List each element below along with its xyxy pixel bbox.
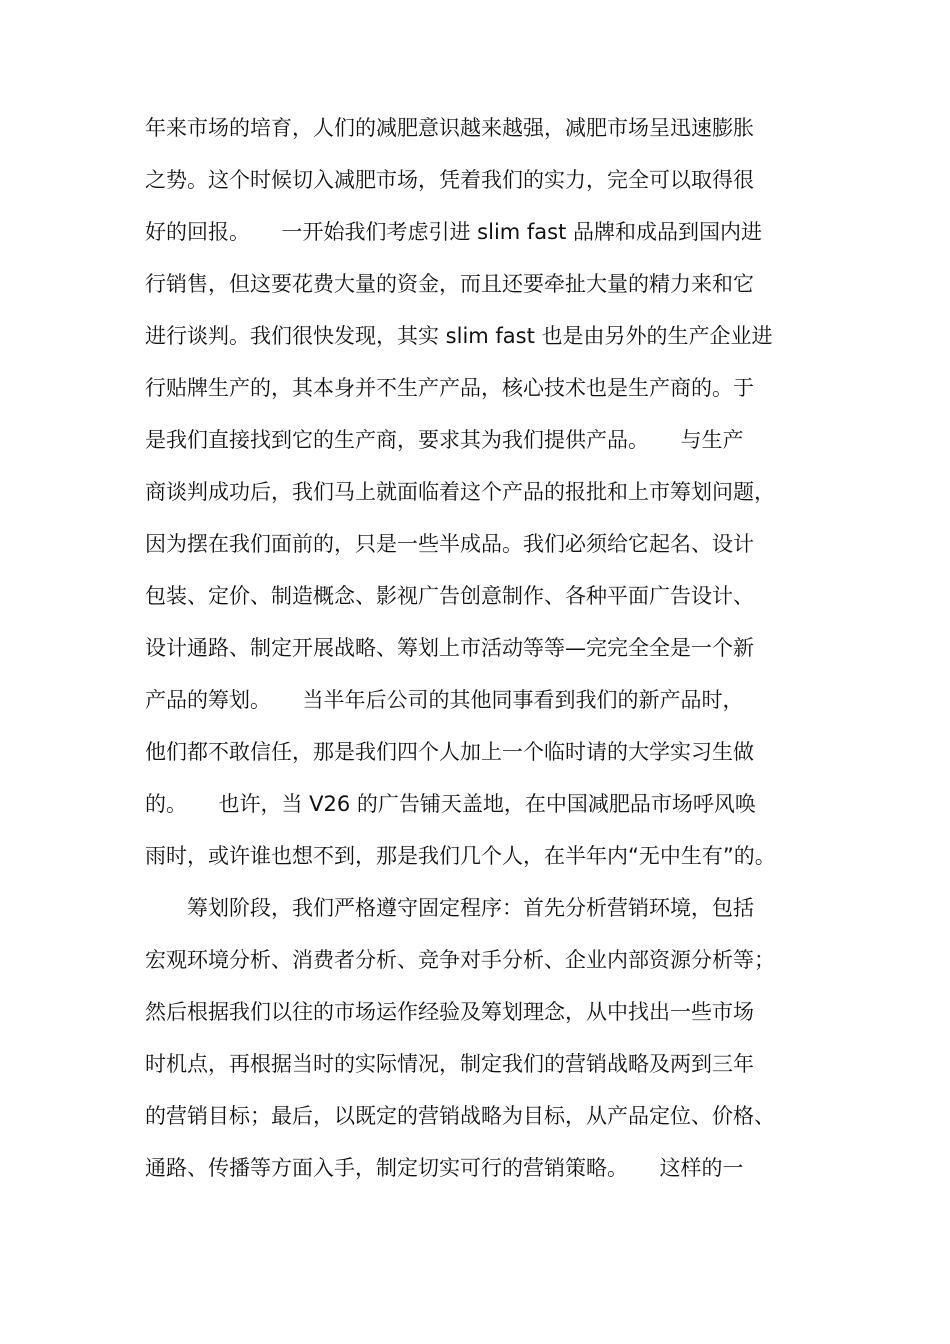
text-line: 设计通路、制定开展战略、筹划上市活动等等—完完全全是一个新 xyxy=(145,636,754,660)
text-line: 好的回报。 一开始我们考虑引进 slim fast 品牌和成品到国内进 xyxy=(145,220,763,244)
text-line: 之势。这个时候切入减肥市场，凭着我们的实力，完全可以取得很 xyxy=(145,168,754,192)
text-line: 行销售，但这要花费大量的资金，而且还要牵扯大量的精力来和它 xyxy=(145,272,754,296)
text-line: 行贴牌生产的，其本身并不生产产品，核心技术也是生产商的。于 xyxy=(145,376,754,400)
text-line: 年来市场的培育，人们的减肥意识越来越强，减肥市场呈迅速膨胀 xyxy=(145,116,754,140)
text-line: 商谈判成功后，我们马上就面临着这个产品的报批和上市筹划问题， xyxy=(145,480,775,504)
text-line: 的营销目标；最后，以既定的营销战略为目标，从产品定位、价格、 xyxy=(145,1104,775,1128)
text-line: 是我们直接找到它的生产商，要求其为我们提供产品。 与生产 xyxy=(145,428,744,452)
text-line: 通路、传播等方面入手，制定切实可行的营销策略。 这样的一 xyxy=(145,1156,744,1180)
text-line: 筹划阶段，我们严格遵守固定程序：首先分析营销环境，包括 xyxy=(145,896,754,920)
text-line: 包装、定价、制造概念、影视广告创意制作、各种平面广告设计、 xyxy=(145,584,754,608)
text-line: 雨时，或许谁也想不到，那是我们几个人，在半年内“无中生有”的。 xyxy=(145,844,776,868)
text-line: 宏观环境分析、消费者分析、竞争对手分析、企业内部资源分析等； xyxy=(145,948,775,972)
text-line: 因为摆在我们面前的，只是一些半成品。我们必须给它起名、设计 xyxy=(145,532,754,556)
body-text xyxy=(145,108,825,1200)
text-line: 进行谈判。我们很快发现，其实 slim fast 也是由另外的生产企业进 xyxy=(145,324,773,348)
text-line: 产品的筹划。 当半年后公司的其他同事看到我们的新产品时， xyxy=(145,688,744,712)
text-line: 他们都不敢信任，那是我们四个人加上一个临时请的大学实习生做 xyxy=(145,740,754,764)
text-line: 然后根据我们以往的市场运作经验及筹划理念，从中找出一些市场 xyxy=(145,1000,754,1024)
text-line: 时机点，再根据当时的实际情况，制定我们的营销战略及两到三年 xyxy=(145,1052,754,1076)
text-line: 的。 也许，当 V26 的广告铺天盖地，在中国减肥品市场呼风唤 xyxy=(145,792,756,816)
